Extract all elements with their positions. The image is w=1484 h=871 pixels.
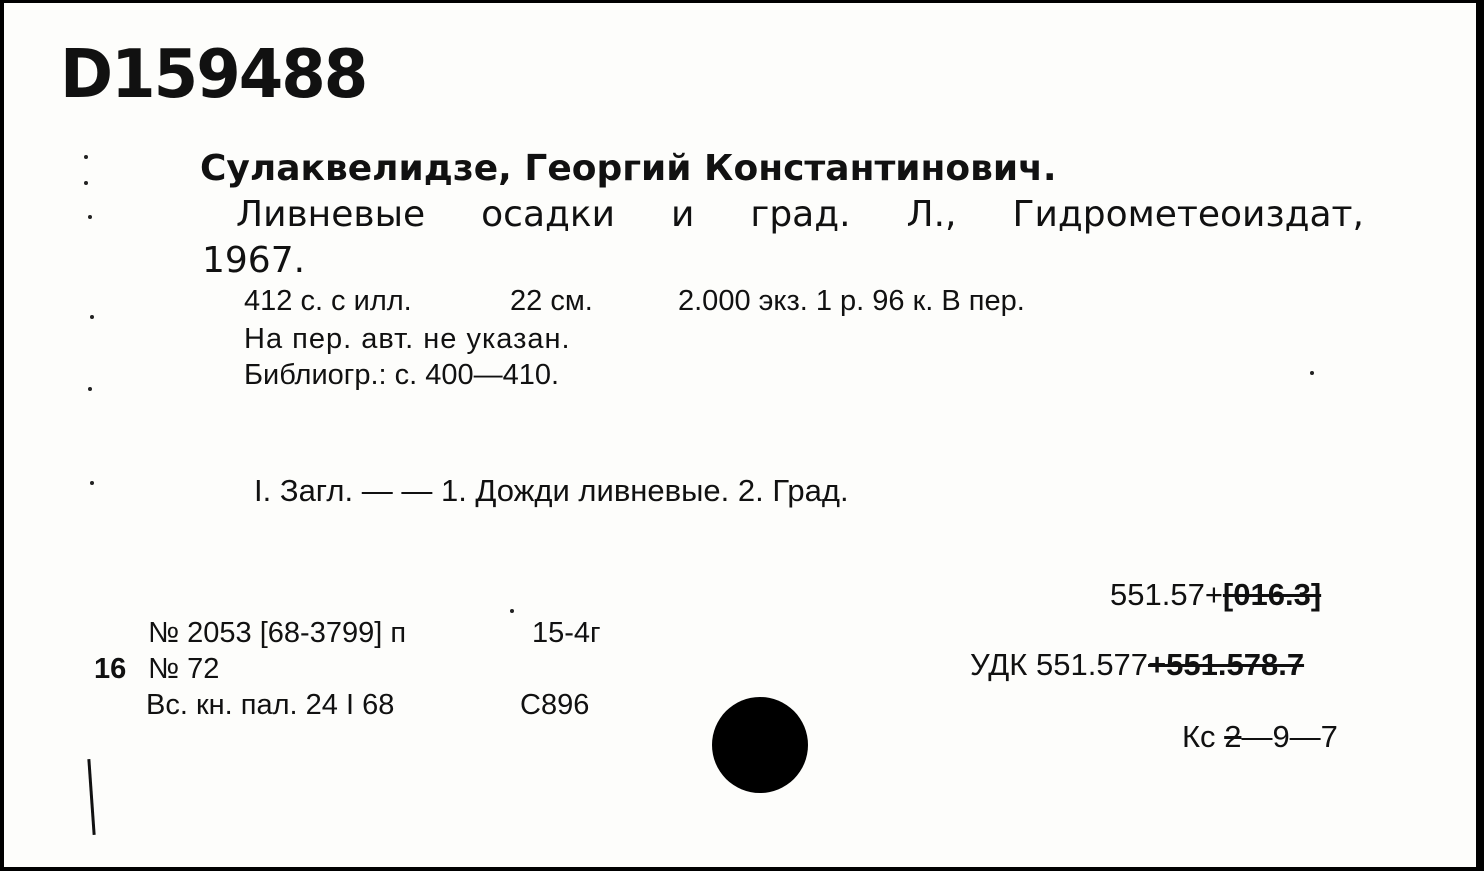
classification-main: 551.57+ <box>1110 577 1223 612</box>
kc-struck: 2 <box>1224 719 1242 754</box>
kc-rest: —9—7 <box>1241 719 1338 754</box>
inventory-number: D159488 <box>60 36 367 114</box>
publication-year: 1967. <box>202 240 306 281</box>
title-word: Ливневые <box>236 194 426 235</box>
title-word: и <box>671 194 695 235</box>
speck <box>84 181 88 185</box>
kc-label: Кс <box>1182 719 1216 754</box>
code-line-2: С896 <box>520 689 590 721</box>
catalog-card <box>4 3 1476 867</box>
book-chamber-line: Вс. кн. пал. 24 I 68 <box>146 689 395 721</box>
subject-headings: I. Загл. — — 1. Дожди ливневые. 2. Град. <box>254 473 849 508</box>
udc-struck: +551.578.7 <box>1148 647 1305 682</box>
title-line <box>236 194 1364 235</box>
speck <box>88 387 92 391</box>
speck <box>90 315 94 319</box>
edition-info: 2.000 экз. 1 р. 96 к. В пер. <box>678 285 1025 317</box>
cover-note: На пер. авт. не указан. <box>244 323 571 355</box>
bibliography-note: Библиогр.: с. 400—410. <box>244 359 560 391</box>
publisher-name: Гидрометеоиздат, <box>1012 194 1364 235</box>
speck <box>84 155 88 159</box>
title-word: град. <box>750 194 851 235</box>
pages-info: 412 с. с илл. <box>244 285 412 317</box>
order-line: № 2053 [68-3799] п <box>148 617 407 649</box>
udc-main: 551.577 <box>1035 647 1149 682</box>
pen-mark <box>87 759 95 835</box>
udc-prefix: УДК <box>970 647 1028 682</box>
code-line-1: 15-4г <box>532 617 601 649</box>
classification-line <box>1110 579 1321 610</box>
speck <box>510 609 514 613</box>
speck <box>1310 371 1314 375</box>
title-word: осадки <box>481 194 616 235</box>
punch-hole <box>712 697 808 793</box>
size-info: 22 см. <box>510 285 593 317</box>
speck <box>90 481 94 485</box>
speck <box>88 215 92 219</box>
classification-struck: [016.3] <box>1222 577 1322 612</box>
publisher-place: Л., <box>906 194 957 235</box>
author-heading: Сулаквелидзе, Георгий Константинович. <box>200 148 1057 189</box>
kc-line <box>1182 721 1338 752</box>
udc-line <box>970 649 1304 680</box>
copy-line: № 72 <box>148 653 220 685</box>
copy-prefix: 16 <box>94 653 127 685</box>
